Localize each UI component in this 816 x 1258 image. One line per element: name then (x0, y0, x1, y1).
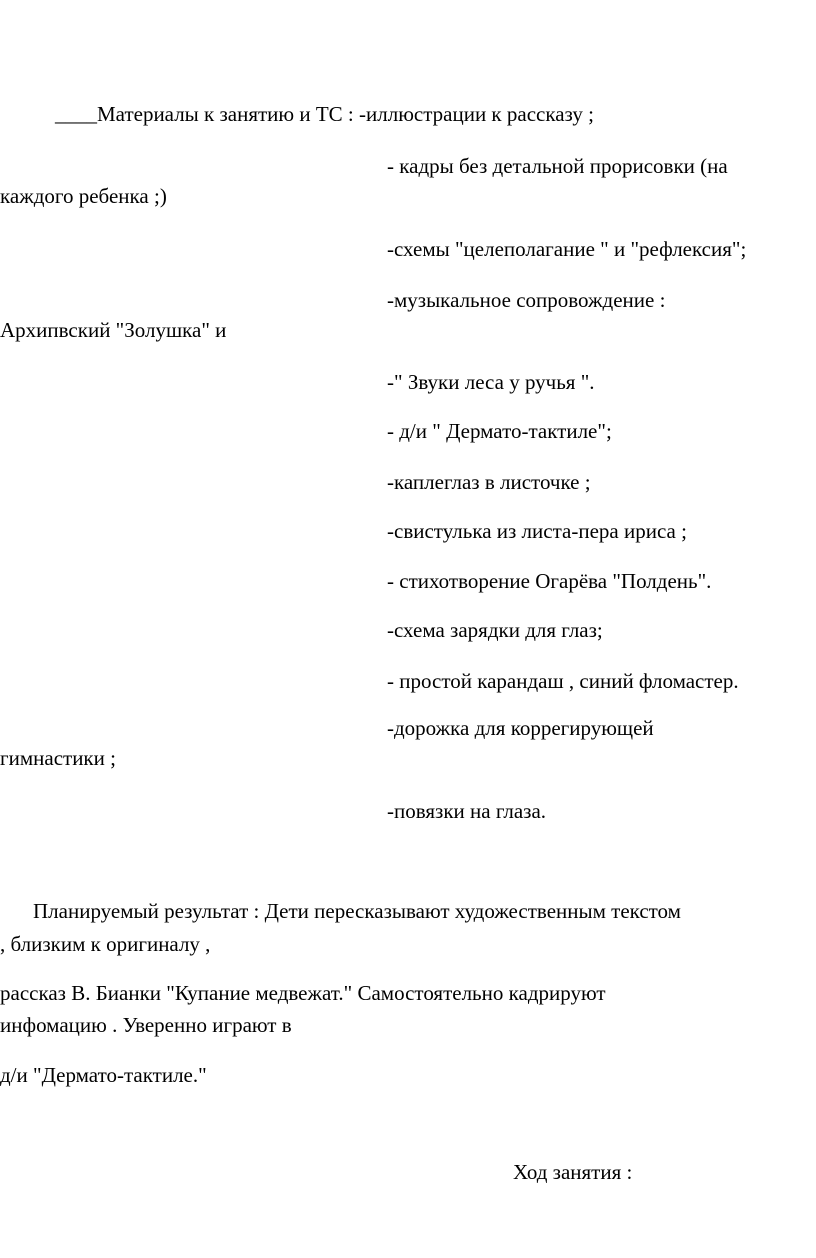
materials-item-path: -дорожка для коррегирующей (387, 716, 654, 740)
planned-result-line-4: инфомацию . Уверенно играют в (0, 1013, 292, 1037)
materials-item-game: - д/и " Дермато-тактиле"; (387, 419, 612, 443)
materials-item-eye-exercise: -схема зарядки для глаз; (387, 618, 603, 642)
materials-item-frames-continued: каждого ребенка ;) (0, 184, 167, 208)
materials-item-blindfolds: -повязки на глаза. (387, 799, 547, 823)
materials-item-poem: - стихотворение Огарёва "Полдень". (387, 569, 712, 593)
materials-item-forest-sounds: -" Звуки леса у ручья ". (387, 370, 595, 394)
materials-item-frames: - кадры без детальной прорисовки (на (387, 154, 728, 178)
planned-result-line-2: , близким к оригиналу , (0, 932, 211, 956)
materials-item-music-continued: Архипвский "Золушка" и (0, 318, 227, 342)
materials-item-eyedrop: -каплеглаз в листочке ; (387, 470, 591, 494)
planned-result-line-5: д/и "Дермато-тактиле." (0, 1063, 207, 1087)
materials-item-pencil: - простой карандаш , синий фломастер. (387, 669, 739, 693)
materials-item-schemes: -схемы "целеполагание " и "рефлексия"; (387, 237, 747, 261)
materials-item-path-continued: гимнастики ; (0, 746, 116, 770)
materials-intro: ____Материалы к занятию и ТС : -иллюстрации к рассказу ; (55, 102, 594, 126)
lesson-heading: Ход занятия : (513, 1160, 633, 1184)
materials-item-music: -музыкальное сопровождение : (387, 288, 666, 312)
planned-result-line-3: рассказ В. Бианки "Купание медвежат." Самостоятельно кадрируют (0, 981, 606, 1005)
materials-item-whistle: -свистулька из листа-пера ириса ; (387, 519, 687, 543)
planned-result-line-1: Планируемый результат : Дети пересказывают художественным текстом (33, 899, 681, 923)
